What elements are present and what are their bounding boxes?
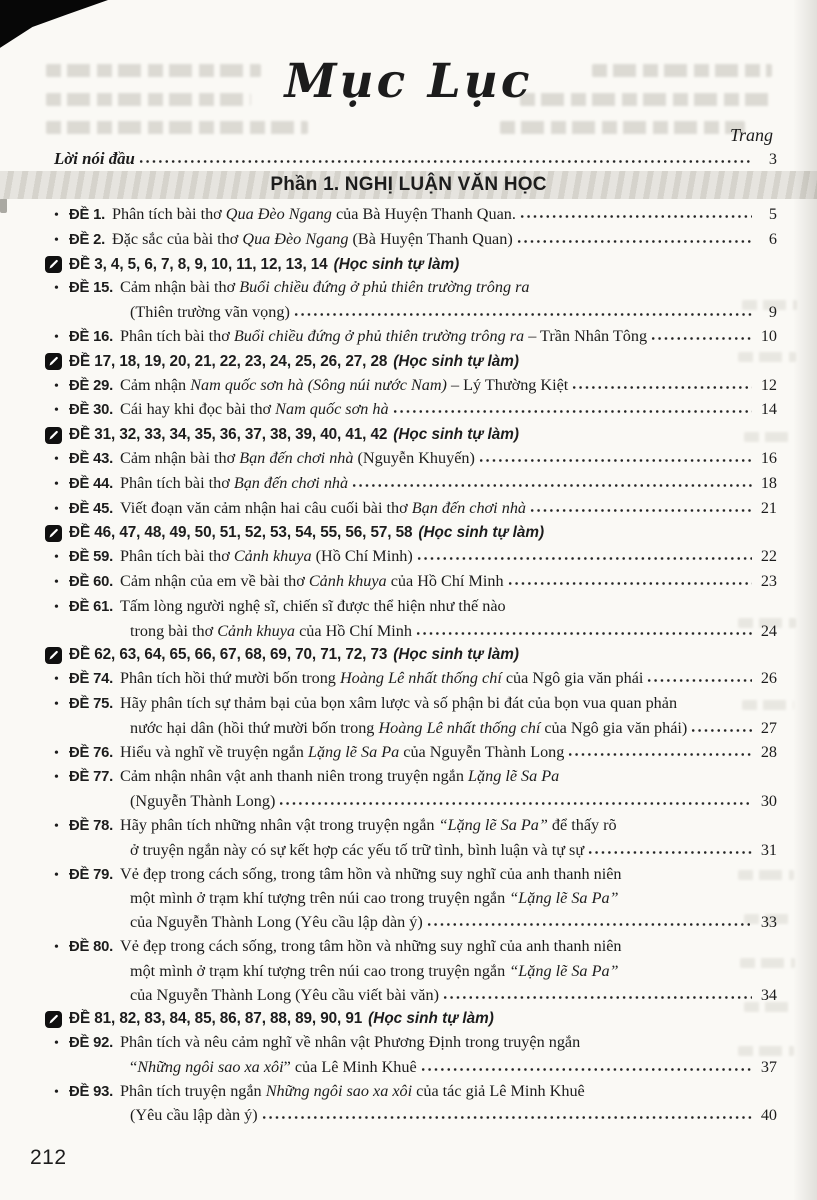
toc-group-entry — [54, 1007, 777, 1031]
pencil-icon — [45, 647, 62, 664]
entry-label: ĐỀ 17, 18, 19, 20, 21, 22, 23, 24, 25, 26, 27, 28 — [69, 352, 388, 370]
entry-text: Tấm lòng người nghệ sĩ, chiến sĩ được thể hiện như thế nào — [120, 596, 506, 615]
entry-label: ĐỀ 59. — [69, 549, 114, 566]
entry-label: ĐỀ 31, 32, 33, 34, 35, 36, 37, 38, 39, 40, 41, 42 — [69, 426, 388, 444]
section-title: Phần 1. NGHỊ LUẬN VĂN HỌC — [270, 174, 547, 195]
entry-label: ĐỀ 76. — [69, 744, 114, 761]
entry-label: ĐỀ 79. — [69, 866, 114, 883]
entry-text: Phân tích truyện ngắn Những ngôi sao xa xôi của tác giả Lê Minh Khuê — [120, 1081, 585, 1100]
entry-text: Hãy phân tích những nhân vật trong truyện ngắn “Lặng lẽ Sa Pa” để thấy rõ — [120, 815, 617, 834]
entry-text: Cảm nhận Nam quốc sơn hà (Sông núi nước Nam) – Lý Thường Kiệt — [120, 375, 569, 394]
toc-entry — [54, 472, 777, 497]
entry-label: ĐỀ 80. — [69, 938, 114, 955]
dot-leader — [293, 304, 752, 317]
page-number: 26 — [760, 669, 777, 688]
entry-text: Cảm nhận nhân vật anh thanh niên trong truyện ngắn Lặng lẽ Sa Pa — [120, 767, 560, 786]
entry-text: của Nguyễn Thành Long (Yêu cầu viết bài văn) — [130, 985, 439, 1004]
dot-leader — [278, 793, 752, 806]
toc-entry — [54, 374, 777, 399]
toc-entry — [54, 325, 777, 350]
bullet-icon: • — [54, 476, 59, 492]
pencil-icon — [45, 256, 62, 273]
entry-text: Hiểu và nghĩ về truyện ngắn Lặng lẽ Sa Pa của Nguyễn Thành Long — [120, 742, 565, 761]
scan-speck-artifact — [0, 198, 7, 213]
bullet-icon: • — [54, 745, 59, 761]
page-number: 14 — [760, 400, 777, 419]
dot-leader — [529, 500, 752, 513]
page-number: 3 — [768, 150, 777, 168]
entry-text: Phân tích hồi thứ mười bốn trong Hoàng Lê nhất thống chí của Ngô gia văn phái — [120, 669, 644, 688]
entry-label: ĐỀ 61. — [69, 598, 114, 615]
entry-label: ĐỀ 43. — [69, 450, 114, 467]
entry-text: một mình ở trạm khí tượng trên núi cao trong truyện ngắn “Lặng lẽ Sa Pa” — [130, 961, 619, 980]
entry-text: Hãy phân tích sự thảm bại của bọn xâm lược và số phận bi đát của bọn vua quan phản — [120, 693, 678, 712]
toc-entry — [54, 863, 777, 935]
entry-text: Phân tích bài thơ Bạn đến chơi nhà — [120, 473, 349, 492]
dot-leader — [519, 206, 752, 219]
toc-entry — [54, 595, 777, 644]
dot-leader — [392, 401, 752, 414]
page-edge-shadow — [793, 0, 817, 1200]
entry-note: (Học sinh tự làm) — [393, 352, 519, 370]
entry-label: ĐỀ 75. — [69, 695, 114, 712]
dot-leader — [415, 623, 752, 636]
entry-label: ĐỀ 93. — [69, 1083, 114, 1100]
entry-note: (Học sinh tự làm) — [418, 524, 545, 542]
entry-note: (Học sinh tự làm) — [393, 426, 519, 444]
toc-entry — [54, 570, 777, 595]
entry-text: (Yêu cầu lập dàn ý) — [130, 1106, 258, 1125]
page-number: 5 — [768, 205, 777, 223]
dot-leader — [416, 548, 752, 561]
toc-entry — [54, 814, 777, 863]
entry-label: ĐỀ 16. — [69, 328, 114, 345]
bullet-icon: • — [54, 1084, 59, 1100]
entry-label: ĐỀ 81, 82, 83, 84, 85, 86, 87, 88, 89, 90, 91 — [69, 1010, 363, 1028]
entry-label: ĐỀ 78. — [69, 817, 114, 834]
entry-text: Cảm nhận bài thơ Buổi chiều đứng ở phủ thiên trường trông ra — [120, 278, 530, 297]
bullet-icon: • — [54, 451, 59, 467]
entry-text: một mình ở trạm khí tượng trên núi cao trong truyện ngắn “Lặng lẽ Sa Pa” — [130, 889, 619, 908]
toc-entry — [54, 1080, 777, 1129]
entry-text: ở truyện ngắn này có sự kết hợp các yếu tố trữ tình, bình luận và tự sự — [130, 840, 585, 859]
page-number: 40 — [760, 1106, 777, 1125]
toc-entry — [54, 1031, 777, 1080]
entry-text: Cảm nhận bài thơ Bạn đến chơi nhà (Nguyễn Khuyến) — [120, 448, 475, 467]
entry-note: (Học sinh tự làm) — [368, 1010, 494, 1028]
entry-label: ĐỀ 62, 63, 64, 65, 66, 67, 68, 69, 70, 71, 72, 73 — [69, 646, 388, 664]
entry-label: ĐỀ 92. — [69, 1035, 114, 1052]
bullet-icon: • — [54, 574, 59, 590]
toc-entry — [54, 692, 777, 741]
toc-entry — [54, 276, 777, 325]
entry-label: ĐỀ 29. — [69, 377, 114, 394]
toc-group-entry — [54, 643, 777, 667]
toc-entry — [54, 765, 777, 814]
entry-label: ĐỀ 77. — [69, 769, 114, 786]
toc-list — [54, 203, 777, 1128]
page-number: 37 — [760, 1057, 777, 1076]
bullet-icon: • — [54, 672, 59, 688]
entry-label: ĐỀ 30. — [69, 402, 114, 419]
scan-corner-artifact — [0, 0, 108, 52]
toc-entry — [54, 203, 777, 228]
entry-text: “Những ngôi sao xa xôi” của Lê Minh Khuê — [130, 1057, 417, 1076]
entry-note: (Học sinh tự làm) — [333, 255, 460, 273]
entry-text: Cái hay khi đọc bài thơ Nam quốc sơn hà — [120, 400, 389, 419]
entry-text: (Thiên trường vãn vọng) — [130, 303, 290, 322]
bullet-icon: • — [54, 403, 59, 419]
page-number: 34 — [760, 985, 777, 1004]
entry-note: (Học sinh tự làm) — [393, 646, 519, 664]
bullet-icon: • — [54, 501, 59, 517]
preface-label: Lời nói đầu — [54, 149, 135, 168]
toc-entry — [54, 935, 777, 1007]
toc-entry — [54, 667, 777, 692]
entry-label: ĐỀ 74. — [69, 671, 114, 688]
page-number: 16 — [760, 448, 777, 467]
preface-entry — [54, 149, 777, 169]
bullet-icon: • — [54, 550, 59, 566]
page-number: 24 — [760, 621, 777, 640]
entry-text: của Nguyễn Thành Long (Yêu cầu lập dàn ý) — [130, 913, 423, 932]
section-header — [0, 171, 817, 199]
bullet-icon: • — [54, 599, 59, 615]
entry-text: trong bài thơ Cảnh khuya của Hồ Chí Minh — [130, 621, 412, 640]
toc-entry — [54, 741, 777, 766]
page-number: 12 — [760, 375, 777, 394]
toc-entry — [54, 228, 777, 253]
bullet-icon: • — [54, 696, 59, 712]
entry-text: Vẻ đẹp trong cách sống, trong tâm hồn và những suy nghĩ của anh thanh niên — [120, 936, 622, 955]
pencil-icon — [45, 525, 62, 542]
entry-label: ĐỀ 2. — [69, 231, 106, 248]
bullet-icon: • — [54, 939, 59, 955]
bullet-icon: • — [54, 867, 59, 883]
bleed-through-artifact — [500, 121, 745, 134]
page-number: 27 — [760, 718, 777, 737]
toc-group-entry — [54, 253, 777, 277]
bullet-icon: • — [54, 378, 59, 394]
entry-label: ĐỀ 60. — [69, 573, 114, 590]
entry-text: Cảm nhận của em về bài thơ Cảnh khuya của Hồ Chí Minh — [120, 571, 504, 590]
dot-leader — [587, 842, 752, 855]
dot-leader — [571, 377, 752, 390]
dot-leader — [442, 987, 752, 1000]
dot-leader — [478, 450, 752, 463]
entry-label: ĐỀ 45. — [69, 500, 114, 517]
toc-entry — [54, 447, 777, 472]
entry-label: ĐỀ 44. — [69, 475, 114, 492]
page-number: 30 — [760, 792, 777, 811]
dot-leader — [690, 720, 752, 733]
dot-leader — [650, 328, 752, 341]
toc-entry — [54, 545, 777, 570]
page-number: 21 — [760, 498, 777, 517]
entry-text: Phân tích và nêu cảm nghĩ về nhân vật Phương Định trong truyện ngắn — [120, 1033, 581, 1052]
entry-text: Phân tích bài thơ Buổi chiều đứng ở phủ thiên trường trông ra – Trần Nhân Tông — [120, 326, 648, 345]
bullet-icon: • — [54, 281, 59, 297]
bullet-icon: • — [54, 1036, 59, 1052]
entry-label: ĐỀ 1. — [69, 207, 106, 223]
page-number: 28 — [760, 742, 777, 761]
page-number: 6 — [768, 229, 777, 248]
dot-leader — [507, 573, 752, 586]
toc-entry — [54, 497, 777, 522]
toc-group-entry — [54, 350, 777, 374]
dot-leader — [646, 670, 752, 683]
pencil-icon — [45, 353, 62, 370]
bullet-icon: • — [54, 818, 59, 834]
toc-group-entry — [54, 423, 777, 447]
column-header-trang: Trang — [729, 125, 773, 145]
page-number: 18 — [760, 473, 777, 492]
page-number: 23 — [760, 571, 777, 590]
dot-leader — [138, 151, 752, 164]
dot-leader — [516, 231, 752, 244]
page-number: 22 — [760, 547, 777, 566]
dot-leader — [261, 1107, 752, 1120]
entry-text: Đặc sắc của bài thơ Qua Đèo Ngang (Bà Huyện Thanh Quan) — [112, 229, 513, 248]
dot-leader — [426, 914, 752, 927]
entry-text: (Nguyễn Thành Long) — [130, 792, 276, 811]
entry-label: ĐỀ 15. — [69, 280, 114, 297]
bullet-icon: • — [54, 329, 59, 345]
bullet-icon: • — [54, 770, 59, 786]
page-number: 10 — [760, 326, 777, 345]
page-title: Mục Lục — [284, 54, 533, 109]
dot-leader — [567, 744, 752, 757]
toc-entry — [54, 398, 777, 423]
entry-label: ĐỀ 3, 4, 5, 6, 7, 8, 9, 10, 11, 12, 13, 14 — [69, 255, 328, 273]
pencil-icon — [45, 1011, 62, 1028]
entry-text: Vẻ đẹp trong cách sống, trong tâm hồn và những suy nghĩ của anh thanh niên — [120, 864, 622, 883]
entry-label: ĐỀ 46, 47, 48, 49, 50, 51, 52, 53, 54, 55, 56, 57, 58 — [69, 524, 413, 542]
entry-text: Phân tích bài thơ Qua Đèo Ngang của Bà Huyện Thanh Quan. — [112, 205, 516, 223]
entry-text: Phân tích bài thơ Cảnh khuya (Hồ Chí Minh) — [120, 547, 413, 566]
entry-text: Viết đoạn văn cảm nhận hai câu cuối bài thơ Bạn đến chơi nhà — [120, 498, 527, 517]
dot-leader — [351, 475, 752, 488]
folio-page-number: 212 — [30, 1146, 67, 1169]
page-number: 31 — [760, 840, 777, 859]
page-number: 9 — [768, 303, 777, 322]
page-number: 33 — [760, 913, 777, 932]
pencil-icon — [45, 427, 62, 444]
entry-text: nước hại dân (hồi thứ mười bốn trong Hoàng Lê nhất thống chí của Ngô gia văn phái) — [130, 718, 688, 737]
bullet-icon: • — [54, 208, 59, 223]
toc-group-entry — [54, 521, 777, 545]
dot-leader — [420, 1059, 752, 1072]
bullet-icon: • — [54, 232, 59, 248]
bleed-through-artifact — [46, 121, 308, 134]
